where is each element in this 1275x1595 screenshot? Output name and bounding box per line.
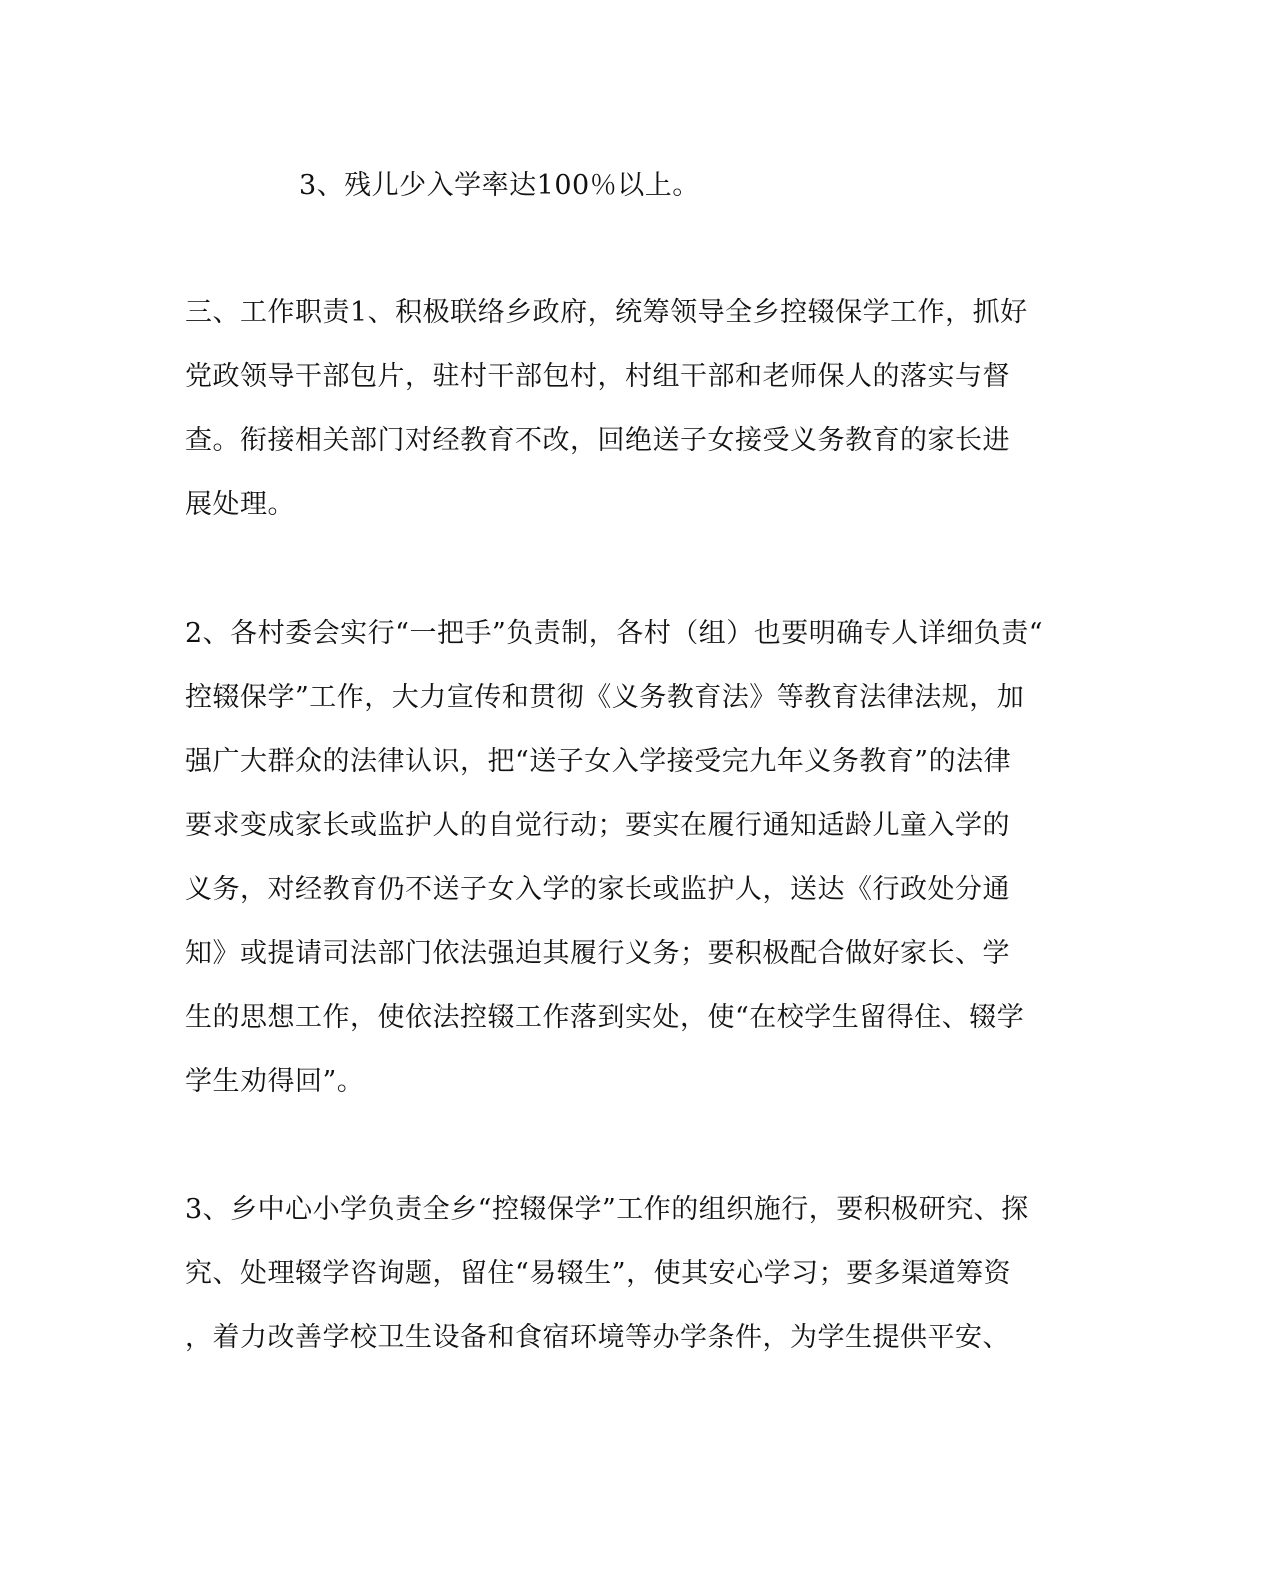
text-line: 生的思想工作，使依法控辍工作落到实处，使“在校学生留得住、辍学 xyxy=(185,1002,1025,1033)
text-line: 三、工作职责1、积极联络乡政府，统筹领导全乡控辍保学工作，抓好 xyxy=(185,297,1028,328)
text-line: 查。衔接相关部门对经教育不改，回绝送子女接受义务教育的家长进 xyxy=(185,425,1010,456)
text-line: 党政领导干部包片，驻村干部包村，村组干部和老师保人的落实与督 xyxy=(185,361,1010,392)
text-line: 2、各村委会实行“一把手”负责制，各村（组）也要明确专人详细负责“ xyxy=(185,618,1044,649)
text-line: 究、处理辍学咨询题，留住“易辍生”，使其安心学习；要多渠道筹资 xyxy=(185,1258,1012,1289)
text-line: 3、残儿少入学率达100％以上。 xyxy=(299,170,700,201)
text-line: ，着力改善学校卫生设备和食宿环境等办学条件，为学生提供平安、 xyxy=(185,1322,1010,1353)
text-line: 学生劝得回”。 xyxy=(185,1066,365,1097)
text-line: 义务，对经教育仍不送子女入学的家长或监护人，送达《行政处分通 xyxy=(185,874,1010,905)
text-line: 强广大群众的法律认识，把“送子女入学接受完九年义务教育”的法律 xyxy=(185,746,1012,777)
text-line: 展处理。 xyxy=(185,489,295,520)
text-line: 要求变成家长或监护人的自觉行动；要实在履行通知适龄儿童入学的 xyxy=(185,810,1010,841)
text-line: 控辍保学”工作，大力宣传和贯彻《义务教育法》等教育法律法规，加 xyxy=(185,682,1025,713)
text-line: 知》或提请司法部门依法强迫其履行义务；要积极配合做好家长、学 xyxy=(185,938,1010,969)
text-line: 3、乡中心小学负责全乡“控辍保学”工作的组织施行，要积极研究、探 xyxy=(185,1194,1029,1225)
